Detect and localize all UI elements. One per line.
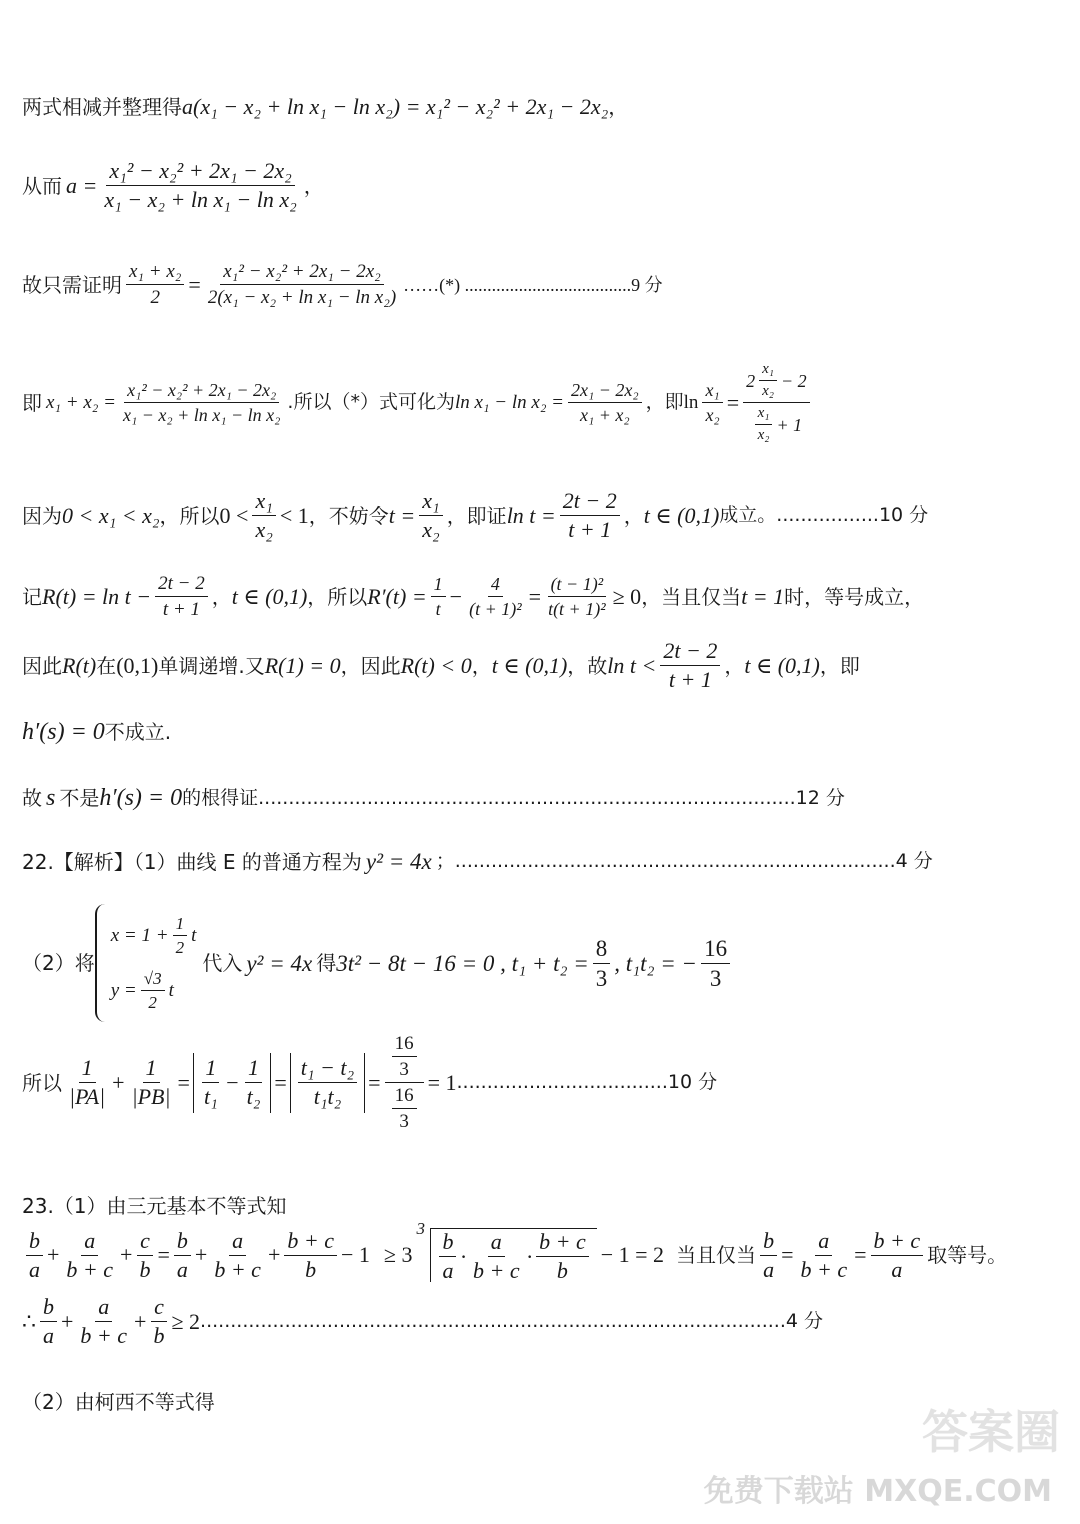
equals: = (528, 583, 542, 609)
numerator: 1 (245, 1057, 262, 1083)
score-tail: .................................................................................................4 分 (200, 1310, 824, 1332)
text: ，即 (645, 391, 684, 413)
denominator: 3 (595, 965, 608, 991)
numerator: 1 (143, 1057, 160, 1083)
equation: t = 1 (741, 583, 785, 609)
plus: + (47, 1242, 60, 1267)
text: 不是 (59, 786, 100, 810)
equation: t ∈ (0,1) (643, 502, 720, 528)
denominator: x₂ (422, 517, 440, 542)
plus: + (134, 1308, 147, 1334)
denominator: x₂ (757, 427, 770, 443)
equals: = (781, 1242, 794, 1267)
denominator: 3 (709, 965, 722, 991)
absolute-value (193, 1053, 271, 1113)
watermark-text (704, 1466, 1052, 1510)
minus: − (449, 583, 463, 609)
score-tail: 成立。.................10 分 (719, 504, 929, 526)
text: ，因此 (340, 653, 401, 678)
equation: t ∈ (0,1) (231, 583, 308, 609)
numerator: 1 (173, 915, 188, 936)
numerator: x₁ + x₂ (126, 262, 184, 285)
denominator: t + 1 (162, 599, 200, 620)
root-index: 3 (416, 1219, 425, 1238)
equation: R(t) (62, 652, 97, 678)
numerator: 4 (488, 575, 503, 597)
fraction (201, 1057, 221, 1108)
equation: a(x₁ − x₂ + ln x₁ − ln x₂) = x₁² − x₂² + 2x₁ − 2x₂ (182, 94, 609, 119)
fraction (120, 381, 283, 424)
fraction (155, 574, 208, 619)
term: t (168, 980, 174, 1001)
fraction (419, 490, 442, 541)
line-12 (22, 1034, 717, 1131)
fraction: $\frac{b + c}{a}$ (871, 1230, 924, 1281)
text: 因此 (22, 653, 62, 678)
therefore-symbol: ∴ (22, 1308, 36, 1334)
numerator: 16 (392, 1086, 417, 1109)
equation: h′(s) = 0 (22, 719, 105, 745)
equals: = (368, 1069, 381, 1095)
equation: R(1) = 0 (264, 652, 341, 678)
denominator: x₂ (762, 383, 774, 399)
fraction: $\frac{a}{b + c}$ (214, 1227, 261, 1282)
text: 所以 (22, 1070, 62, 1095)
fraction: $\frac{c}{b}$ (150, 1296, 167, 1347)
brace (95, 904, 107, 1022)
text: ， (303, 173, 324, 198)
fraction (252, 490, 275, 541)
fraction: $\frac{c}{b}$ (136, 1230, 153, 1281)
text: 当且仅当 (676, 1243, 757, 1267)
equation: (0,1) (116, 652, 159, 678)
coef: 2 (746, 370, 756, 391)
fraction (702, 381, 722, 424)
watermark-label: 免费下载站 (703, 1474, 854, 1509)
text: ， (623, 503, 644, 528)
line-9 (22, 786, 845, 810)
score-tail: 的根得证.........................................................................................12 分 (182, 786, 845, 809)
fraction (101, 160, 299, 211)
text: 两式相减并整理得 (22, 95, 182, 119)
denominator: t + 1 (668, 667, 712, 692)
text: 故只需证明 (22, 272, 122, 297)
text: 即 (22, 390, 42, 415)
term: − 1 = 2 (600, 1242, 665, 1267)
fraction: $\frac{b}{a}$ (40, 1296, 57, 1347)
fraction (660, 640, 720, 691)
text: ， (724, 653, 745, 678)
denominator (385, 1083, 424, 1131)
text: ，所以 (307, 584, 368, 609)
equals: = (854, 1242, 867, 1267)
equals: = (188, 271, 201, 297)
text: （2）由柯西不等式得 (22, 1390, 215, 1414)
text: ，即证 (446, 503, 507, 528)
denominator: 3 (399, 1111, 409, 1132)
fraction: $\frac{a}{b + c}$ (80, 1294, 128, 1348)
line-8 (22, 720, 171, 744)
denominator: 2 (175, 938, 185, 957)
equation: , t₁t₂ = − (614, 950, 698, 976)
denominator: t (435, 599, 441, 619)
fraction (244, 1057, 264, 1108)
score-tail: ...................................10 分 (456, 1071, 718, 1093)
fraction: $\frac{b + c}{b}$ (284, 1230, 337, 1281)
fraction (126, 262, 184, 307)
text: 22.【解析】（1）曲线 E 的普通方程为 (22, 849, 362, 874)
text: 单调递增.又 (158, 653, 265, 678)
text: 不成立. (104, 720, 172, 744)
term: − 1 (340, 1242, 370, 1267)
fraction: $\frac{b}{a}$ (760, 1230, 777, 1281)
denominator: x₁ − x₂ + ln x₁ − ln x₂ (104, 187, 297, 212)
equals: = (177, 1069, 190, 1095)
numerator: 16 (392, 1034, 417, 1057)
fraction (568, 381, 642, 424)
denominator: 3 (399, 1059, 409, 1080)
equals: = (274, 1069, 287, 1095)
term: + 1 (776, 414, 803, 435)
numerator: 16 (701, 937, 730, 964)
text: 从而 (22, 173, 62, 198)
text: 在 (96, 653, 117, 678)
text: 记 (22, 584, 42, 609)
numerator: 8 (593, 937, 611, 964)
numerator: 1 (202, 1057, 219, 1083)
numerator (385, 1034, 424, 1083)
numerator: 2t − 2 (560, 490, 620, 516)
fraction (66, 1057, 108, 1108)
equation-lhs: x₁ + x₂ = (46, 392, 116, 413)
fraction (298, 1057, 357, 1108)
equation: R(t) = ln t − (42, 583, 152, 609)
fraction (466, 575, 525, 618)
fraction (141, 970, 165, 1011)
numerator: x₁ (759, 362, 777, 381)
equation: 3t² − 8t − 16 = 0 , t₁ + t₂ = (336, 950, 589, 976)
fraction (431, 575, 446, 618)
text: ，故 (567, 653, 608, 678)
equation: 0 < x₁ < x₂ (62, 502, 160, 528)
equation: h′(s) = 0 (99, 785, 183, 811)
term: x = 1 + (110, 925, 169, 946)
denominator: x₁ − x₂ + ln x₁ − ln x₂ (122, 405, 281, 425)
term: − 2 (780, 370, 807, 391)
fraction (205, 262, 399, 307)
line-3 (22, 262, 663, 307)
equation: R′(t) = (367, 583, 427, 609)
text: （2）将 (22, 951, 95, 975)
equals: = (157, 1242, 170, 1267)
line-16 (22, 1392, 215, 1412)
numerator: 2x₁ − 2x₂ (568, 381, 642, 403)
denominator: t + 1 (568, 517, 612, 542)
numerator: t₁ − t₂ (298, 1057, 357, 1083)
system-line-2 (111, 970, 197, 1011)
text: 代入 (202, 951, 243, 975)
equation: t ∈ (0,1) (744, 652, 820, 678)
text: 取等号。 (927, 1243, 1008, 1267)
text: 23.（1）由三元基本不等式知 (22, 1194, 287, 1218)
numerator: x₁ (702, 381, 722, 403)
numerator: (t − 1)² (548, 575, 607, 597)
text: ，所以 (159, 503, 220, 528)
numerator: 2t − 2 (660, 640, 720, 666)
denominator: |PA| (69, 1084, 106, 1109)
score-tail: ……(*) .....................................9 分 (403, 274, 663, 295)
equals: = (726, 389, 740, 415)
denominator: (t + 1)² (469, 599, 522, 619)
numerator: 1 (431, 575, 446, 597)
fraction (129, 1057, 174, 1108)
system-line-1 (111, 915, 197, 956)
denominator: t₂ (246, 1084, 261, 1109)
equation-lhs: a = (66, 172, 98, 198)
text: .所以（*）式可化为 (287, 391, 455, 413)
plus: + (194, 1242, 208, 1267)
line-13 (22, 1196, 287, 1216)
denominator: x₂ (705, 405, 720, 425)
line-10 (22, 850, 933, 873)
numerator: x₁² − x₂² + 2x₁ − 2x₂ (124, 381, 279, 403)
system-lines (111, 915, 197, 1011)
complex-fraction (385, 1034, 424, 1131)
line-6 (22, 574, 924, 619)
denominator: 2 (150, 287, 160, 308)
denominator: t₁ (203, 1084, 218, 1109)
text: ， (471, 653, 492, 678)
numerator: √3 (141, 970, 165, 991)
line-4 (22, 362, 814, 443)
fraction: $\frac{a}{b + c}$ (66, 1227, 114, 1282)
plus: + (112, 1069, 125, 1095)
equation: 0 < (219, 502, 249, 528)
radicand: $\frac{b}{a}$ · $\frac{a}{b + c}$ · $\frac{b + c}{b}$ (430, 1228, 596, 1282)
line-11 (22, 904, 734, 1022)
fraction: $\frac{b}{a}$ (26, 1230, 43, 1281)
line-15 (22, 1296, 823, 1347)
complex-fraction (743, 362, 810, 443)
fraction (545, 575, 609, 618)
text: ，不妨令 (308, 503, 389, 528)
equation-system (95, 904, 197, 1022)
plus: + (120, 1242, 133, 1267)
fraction (392, 1034, 417, 1079)
numerator: 2t − 2 (155, 574, 208, 597)
numerator: x₁² − x₂² + 2x₁ − 2x₂ (106, 160, 294, 186)
equation: t = (388, 502, 416, 528)
text: ， (211, 584, 232, 609)
fraction (392, 1086, 417, 1131)
equation: ln x₁ − ln x₂ = (454, 392, 564, 413)
plus: + (267, 1242, 281, 1267)
equation: s (46, 785, 56, 811)
equation: ln t = (506, 502, 556, 528)
fraction (759, 362, 777, 399)
denominator: t₁t₂ (313, 1084, 342, 1109)
absolute-value (290, 1053, 365, 1113)
denominator: |PB| (131, 1084, 171, 1109)
text: 故 (22, 786, 42, 810)
inequality: ≥ 3 (383, 1242, 413, 1267)
line-7 (22, 640, 860, 691)
numerator: x₁ (252, 490, 275, 516)
ln: ln (683, 392, 699, 413)
numerator: x₁ (755, 406, 773, 425)
numerator: x₁ (419, 490, 442, 516)
denominator: 2(x₁ − x₂ + ln x₁ − ln x₂) (207, 287, 397, 308)
cube-root (416, 1219, 596, 1283)
score-tail: ；.........................................................................4 分 (435, 850, 933, 872)
fraction (593, 937, 611, 990)
equation: ln t < (607, 652, 657, 678)
numerator: 1 (79, 1057, 96, 1083)
inequality: ≥ 2 (171, 1308, 201, 1334)
fraction (701, 937, 730, 990)
line-5 (22, 490, 928, 541)
equation: t ∈ (0,1) (491, 652, 568, 678)
line-2 (22, 160, 324, 211)
plus: + (61, 1308, 74, 1334)
text: ，当且仅当 (641, 584, 742, 609)
text: 因为 (22, 503, 62, 528)
text: ， (608, 95, 629, 119)
line-14 (22, 1219, 1008, 1283)
watermark-logo: 答案圈 (922, 1405, 1060, 1459)
text: ，即 (819, 653, 860, 678)
term: y = (110, 980, 137, 1001)
fraction (560, 490, 620, 541)
fraction: $\frac{b}{a}$ (174, 1230, 191, 1281)
fraction (755, 406, 773, 443)
denominator: t(t + 1)² (548, 599, 606, 619)
equation: R(t) < 0 (400, 652, 472, 678)
term: t (191, 925, 197, 946)
equation: ≥ 0 (612, 583, 642, 609)
line-1 (22, 96, 628, 118)
fraction: $\frac{a}{b + c}$ (800, 1227, 848, 1282)
equation: y² = 4x (365, 849, 432, 874)
result: = 1 (427, 1069, 457, 1095)
text: 得 (316, 951, 337, 975)
denominator: 2 (148, 993, 157, 1012)
denominator: x₂ (255, 517, 273, 542)
denominator: x₁ + x₂ (580, 405, 630, 425)
watermark-domain: MXQE.COM (864, 1474, 1052, 1509)
text: 时，等号成立， (784, 584, 925, 609)
equation: < 1 (279, 502, 309, 528)
fraction (173, 915, 188, 956)
numerator: x₁² − x₂² + 2x₁ − 2x₂ (220, 262, 384, 285)
equation: y² = 4x (246, 950, 313, 976)
minus: − (224, 1069, 240, 1095)
